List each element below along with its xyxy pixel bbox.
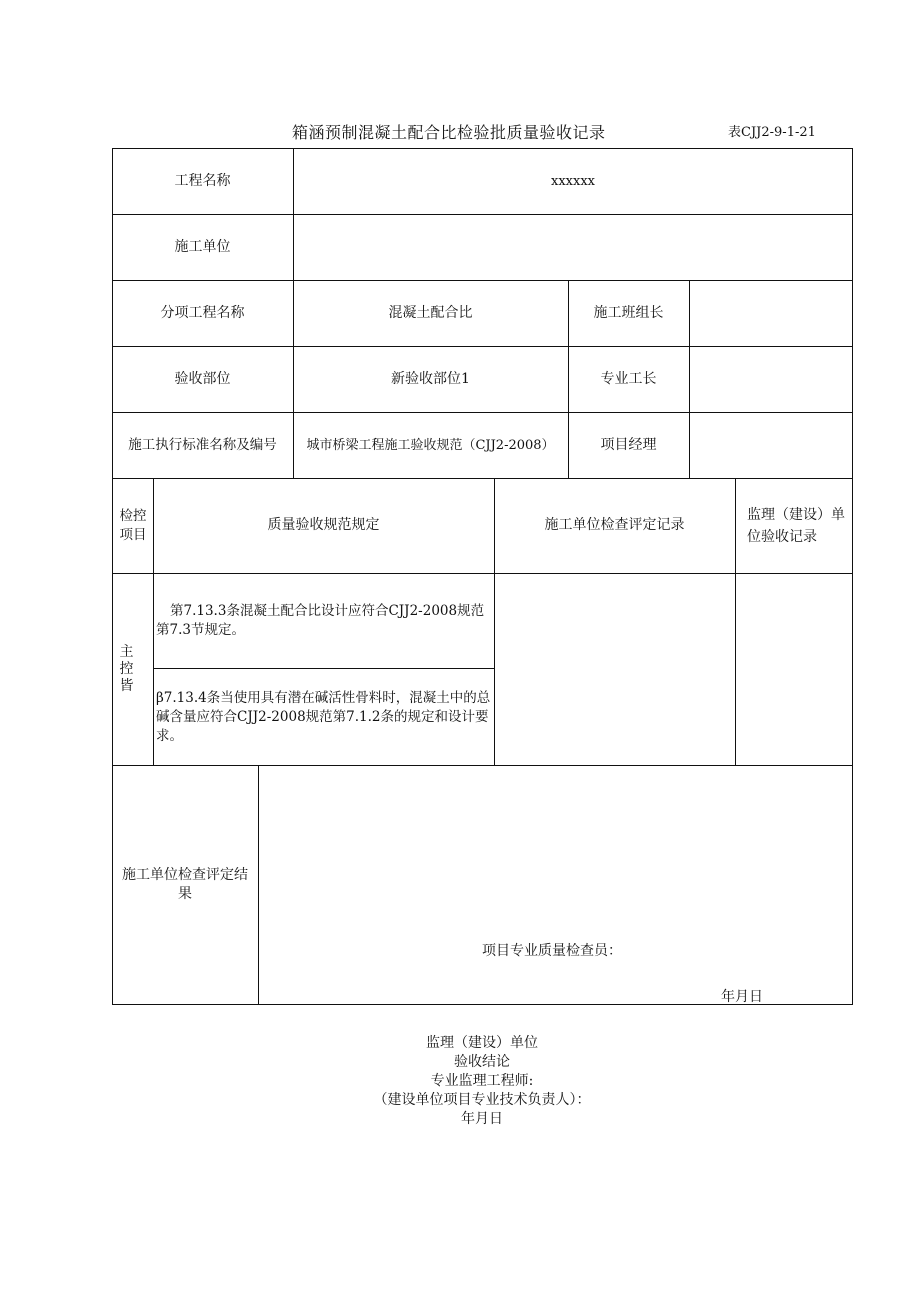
team-leader-label: 施工班组长 <box>593 304 664 321</box>
project-name-value[interactable]: xxxxxx <box>551 173 595 189</box>
result-label: 施工单位检查评定结果 <box>122 867 248 902</box>
standard-value[interactable]: 城市桥梁工程施工验收规范（CJJ2-2008） <box>306 437 555 453</box>
form-code: 表CJJ2-9-1-21 <box>728 125 816 140</box>
supervision-unit: 监理（建设）单位 <box>426 1035 538 1051</box>
record-item-1[interactable] <box>494 573 735 668</box>
foreman-label: 专业工长 <box>600 370 657 387</box>
team-leader-value[interactable] <box>689 280 853 346</box>
standard-label: 施工执行标准名称及编号 <box>128 436 277 453</box>
position-label: 验收部位 <box>174 370 231 387</box>
contractor-value[interactable] <box>293 214 853 280</box>
supervision-date: 年月日 <box>461 1111 503 1127</box>
inspector-label: 项目专业质量检查员： <box>482 943 622 959</box>
spec-label: 质量验收规范规定 <box>267 517 380 533</box>
spec-item-1: 第7.13.3条混凝土配合比设计应符合CJJ2-2008规范第7.3节规定。 <box>156 603 485 638</box>
manager-value[interactable] <box>689 412 853 478</box>
main-control-label: 主控皆 <box>119 643 134 694</box>
foreman-value[interactable] <box>689 346 853 412</box>
manager-label: 项目经理 <box>600 436 657 453</box>
item-label: 检控项目 <box>119 507 147 543</box>
contractor-record-label: 施工单位检查评定记录 <box>544 517 685 533</box>
supervisor-record-value[interactable] <box>735 573 853 765</box>
supervision-conclusion: 验收结论 <box>454 1054 510 1070</box>
supervision-engineer: 专业监理工程师: <box>430 1073 534 1089</box>
result-date: 年月日 <box>721 989 763 1005</box>
owner-tech-lead: （建设单位项目专业技术负责人）： <box>373 1092 591 1108</box>
record-item-2[interactable] <box>494 668 735 765</box>
contractor-label: 施工单位 <box>174 238 231 255</box>
spec-item-2: β7.13.4条当使用具有潜在碱活性骨料时，混凝土中的总碱含量应符合CJJ2-2008规范第7.1.2条的规定和设计要求。 <box>156 690 491 744</box>
page-title: 箱涵预制混凝土配合比检验批质量验收记录 <box>292 123 606 142</box>
project-name-label: 工程名称 <box>174 172 231 189</box>
supervisor-record-label: 监理（建设）单位验收记录 <box>747 506 845 545</box>
sub-project-value[interactable]: 混凝土配合比 <box>388 304 473 321</box>
sub-project-label: 分项工程名称 <box>160 304 245 321</box>
position-value[interactable]: 新验收部位1 <box>391 370 470 387</box>
